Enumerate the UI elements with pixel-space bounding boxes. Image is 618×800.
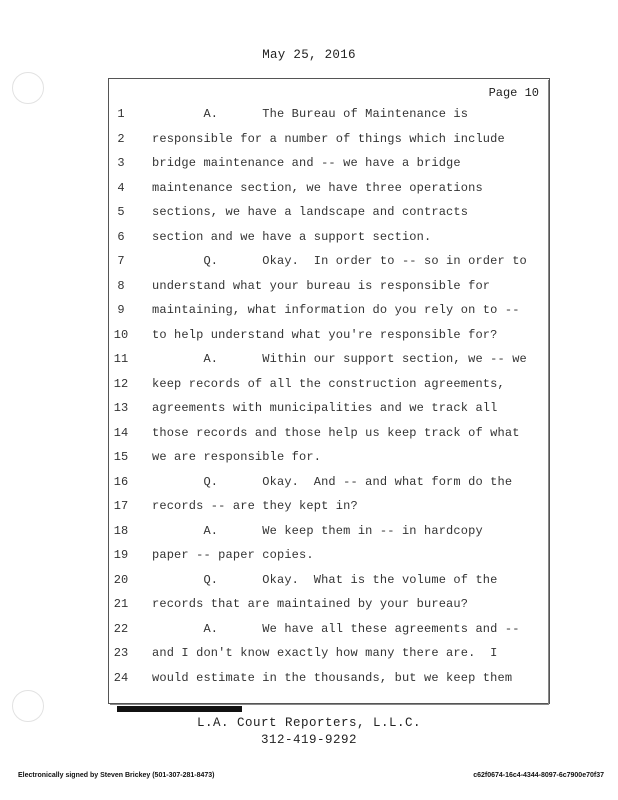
line-number: 7 [117,254,125,268]
line-number: 11 [113,352,129,366]
transcript-line: Q. Okay. And -- and what form do the [152,475,513,489]
transcript-line: understand what your bureau is responsible for [152,279,491,293]
transcript-line: A. The Bureau of Maintenance is [152,107,469,121]
transcript-line: records that are maintained by your bureau? [152,597,469,611]
line-number: 9 [117,303,125,317]
electronic-signature-text: Electronically signed by Steven Brickey (501-307-281-8473) [18,772,215,779]
transcript-line: would estimate in the thousands, but we keep them [152,671,513,685]
footer-bar [117,706,242,712]
transcript-line: A. We have all these agreements and -- [152,622,520,636]
line-number: 1 [117,107,125,121]
transcript-line: and I don't know exactly how many there are. I [152,646,498,660]
transcript-line: to help understand what you're responsible for? [152,328,498,342]
transcript-line: paper -- paper copies. [152,548,314,562]
line-number: 19 [113,548,129,562]
line-number: 20 [113,573,129,587]
transcript-line: A. Within our support section, we -- we [152,352,527,366]
line-number: 4 [117,181,125,195]
line-number: 21 [113,597,129,611]
transcript-line: maintaining, what information do you rely on to -- [152,303,520,317]
transcript-line: records -- are they kept in? [152,499,358,513]
footer-phone: 312-419-9292 [260,733,357,747]
line-number: 10 [113,328,129,342]
line-number: 18 [113,524,129,538]
signature-hash-id: c62f0674-16c4-4344-8097-6c7900e70f37 [473,772,604,779]
punch-hole-top [12,72,44,104]
transcript-line: agreements with municipalities and we track all [152,401,498,415]
line-number: 16 [113,475,129,489]
transcript-line: section and we have a support section. [152,230,432,244]
transcript-line: we are responsible for. [152,450,322,464]
header-date: May 25, 2016 [262,48,356,62]
line-number: 12 [113,377,129,391]
footer-company: L.A. Court Reporters, L.L.C. [196,716,422,730]
transcript-line: keep records of all the construction agreements, [152,377,505,391]
line-number: 2 [117,132,125,146]
line-number: 22 [113,622,129,636]
line-number: 15 [113,450,129,464]
line-number: 8 [117,279,125,293]
line-number: 17 [113,499,129,513]
transcript-line: responsible for a number of things which include [152,132,505,146]
transcript-line: bridge maintenance and -- we have a bridge [152,156,461,170]
line-number: 24 [113,671,129,685]
line-number: 13 [113,401,129,415]
line-number: 14 [113,426,129,440]
line-number: 23 [113,646,129,660]
line-number: 5 [117,205,125,219]
line-number: 6 [117,230,125,244]
line-number: 3 [117,156,125,170]
transcript-line: sections, we have a landscape and contracts [152,205,469,219]
transcript-line: A. We keep them in -- in hardcopy [152,524,483,538]
transcript-line: Q. Okay. What is the volume of the [152,573,498,587]
transcript-line: Q. Okay. In order to -- so in order to [152,254,527,268]
page-number-label: Page 10 [488,86,539,100]
transcript-line: those records and those help us keep track of what [152,426,520,440]
transcript-line: maintenance section, we have three operations [152,181,483,195]
